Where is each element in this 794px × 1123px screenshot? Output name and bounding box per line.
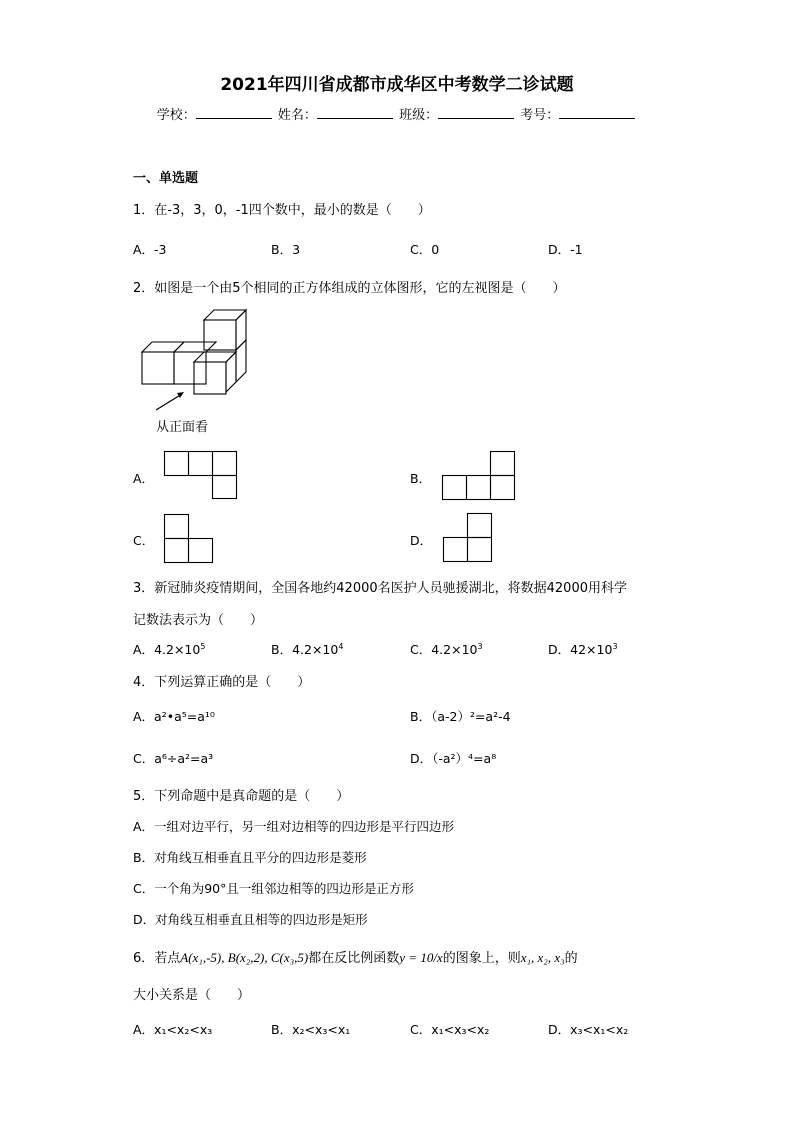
school-label: 学校：: [156, 108, 196, 123]
section-heading: 一、单选题: [133, 171, 199, 186]
q2-option-a[interactable]: A．: [133, 471, 155, 486]
q2-option-c[interactable]: C．: [133, 533, 155, 548]
q6-option-c[interactable]: C．x₁<x₃<x₂: [410, 1022, 490, 1037]
q6-option-a[interactable]: A．x₁<x₂<x₃: [133, 1022, 213, 1037]
view-arrow-icon: [150, 390, 190, 414]
exam-no-blank[interactable]: [559, 106, 635, 119]
q3-option-d[interactable]: D．$42\times 10^3$: [548, 641, 618, 657]
question-5-stem: 5．下列命题中是真命题的是（ ）: [133, 789, 350, 804]
q2-option-b-figure: [442, 451, 516, 500]
question-4-stem: 4．下列运算正确的是（ ）: [133, 675, 311, 690]
q6-option-b[interactable]: B．x₂<x₃<x₁: [271, 1022, 351, 1037]
question-3-stem-line2: 记数法表示为（ ）: [133, 613, 264, 628]
q3-option-c[interactable]: C．$4.2\times 10^3$: [410, 641, 483, 657]
q4-option-c[interactable]: C．a⁶÷a²=a³: [133, 751, 214, 766]
q5-option-d[interactable]: D．对角线互相垂直且相等的四边形是矩形: [133, 912, 368, 927]
q3-option-b[interactable]: B．$4.2\times 10^4$: [271, 641, 344, 657]
question-6-stem-line2: 大小关系是（ ）: [133, 988, 251, 1003]
question-3-stem-line1: 3．新冠肺炎疫情期间，全国各地约42000名医护人员驰援湖北，将数据42000用科学: [133, 581, 627, 596]
q6-function: y = 10/x: [399, 950, 443, 965]
q4-option-b[interactable]: B．（a-2）²=a²-4: [410, 709, 511, 724]
q2-option-b[interactable]: B．: [410, 471, 432, 486]
q5-option-c[interactable]: C．一个角为90°且一组邻边相等的四边形是正方形: [133, 881, 414, 896]
q1-option-c[interactable]: C．0: [410, 242, 440, 257]
q2-option-a-figure: [164, 451, 238, 499]
q6-points: A(x₁,-5), B(x₂,2), C(x₃,5): [180, 950, 309, 965]
class-label: 班级：: [399, 108, 439, 123]
q2-option-c-figure: [164, 514, 214, 564]
class-blank[interactable]: [438, 106, 514, 119]
q4-option-a[interactable]: A．a²•a⁵=a¹⁰: [133, 709, 215, 724]
exam-no-label: 考号：: [520, 108, 560, 123]
question-2-stem: 2．如图是一个由5个相同的正方体组成的立体图形，它的左视图是（ ）: [133, 281, 566, 296]
figure-caption: 从正面看: [156, 420, 209, 435]
name-blank[interactable]: [317, 106, 393, 119]
q3-option-a[interactable]: A．$4.2\times 10^5$: [133, 641, 206, 657]
school-blank[interactable]: [196, 106, 272, 119]
question-1-stem: 1．在-3，3，0，-1四个数中，最小的数是（ ）: [133, 203, 431, 218]
q6-vars: x₁, x₂, x₃: [520, 950, 565, 965]
q1-option-a[interactable]: A．-3: [133, 242, 167, 257]
q2-option-d-figure: [443, 513, 493, 563]
page-title: 2021年四川省成都市成华区中考数学二诊试题: [220, 75, 574, 95]
q5-option-b[interactable]: B．对角线互相垂直且平分的四边形是菱形: [133, 850, 367, 865]
q1-option-b[interactable]: B．3: [271, 242, 301, 257]
cube-figure: [138, 308, 250, 398]
name-label: 姓名：: [277, 108, 317, 123]
q2-option-d[interactable]: D．: [410, 533, 433, 548]
q1-option-d[interactable]: D．-1: [548, 242, 583, 257]
q4-option-d[interactable]: D．（-a²）⁴=a⁸: [410, 751, 497, 766]
q5-option-a[interactable]: A．一组对边平行，另一组对边相等的四边形是平行四边形: [133, 819, 455, 834]
question-6-stem-line1: 6．若点A(x₁,-5), B(x₂,2), C(x₃,5)都在反比例函数y = 10/x的图象上，则x₁, x₂, x₃的: [133, 950, 578, 966]
student-info-line: [0, 104, 794, 123]
q6-option-d[interactable]: D．x₃<x₁<x₂: [548, 1022, 629, 1037]
